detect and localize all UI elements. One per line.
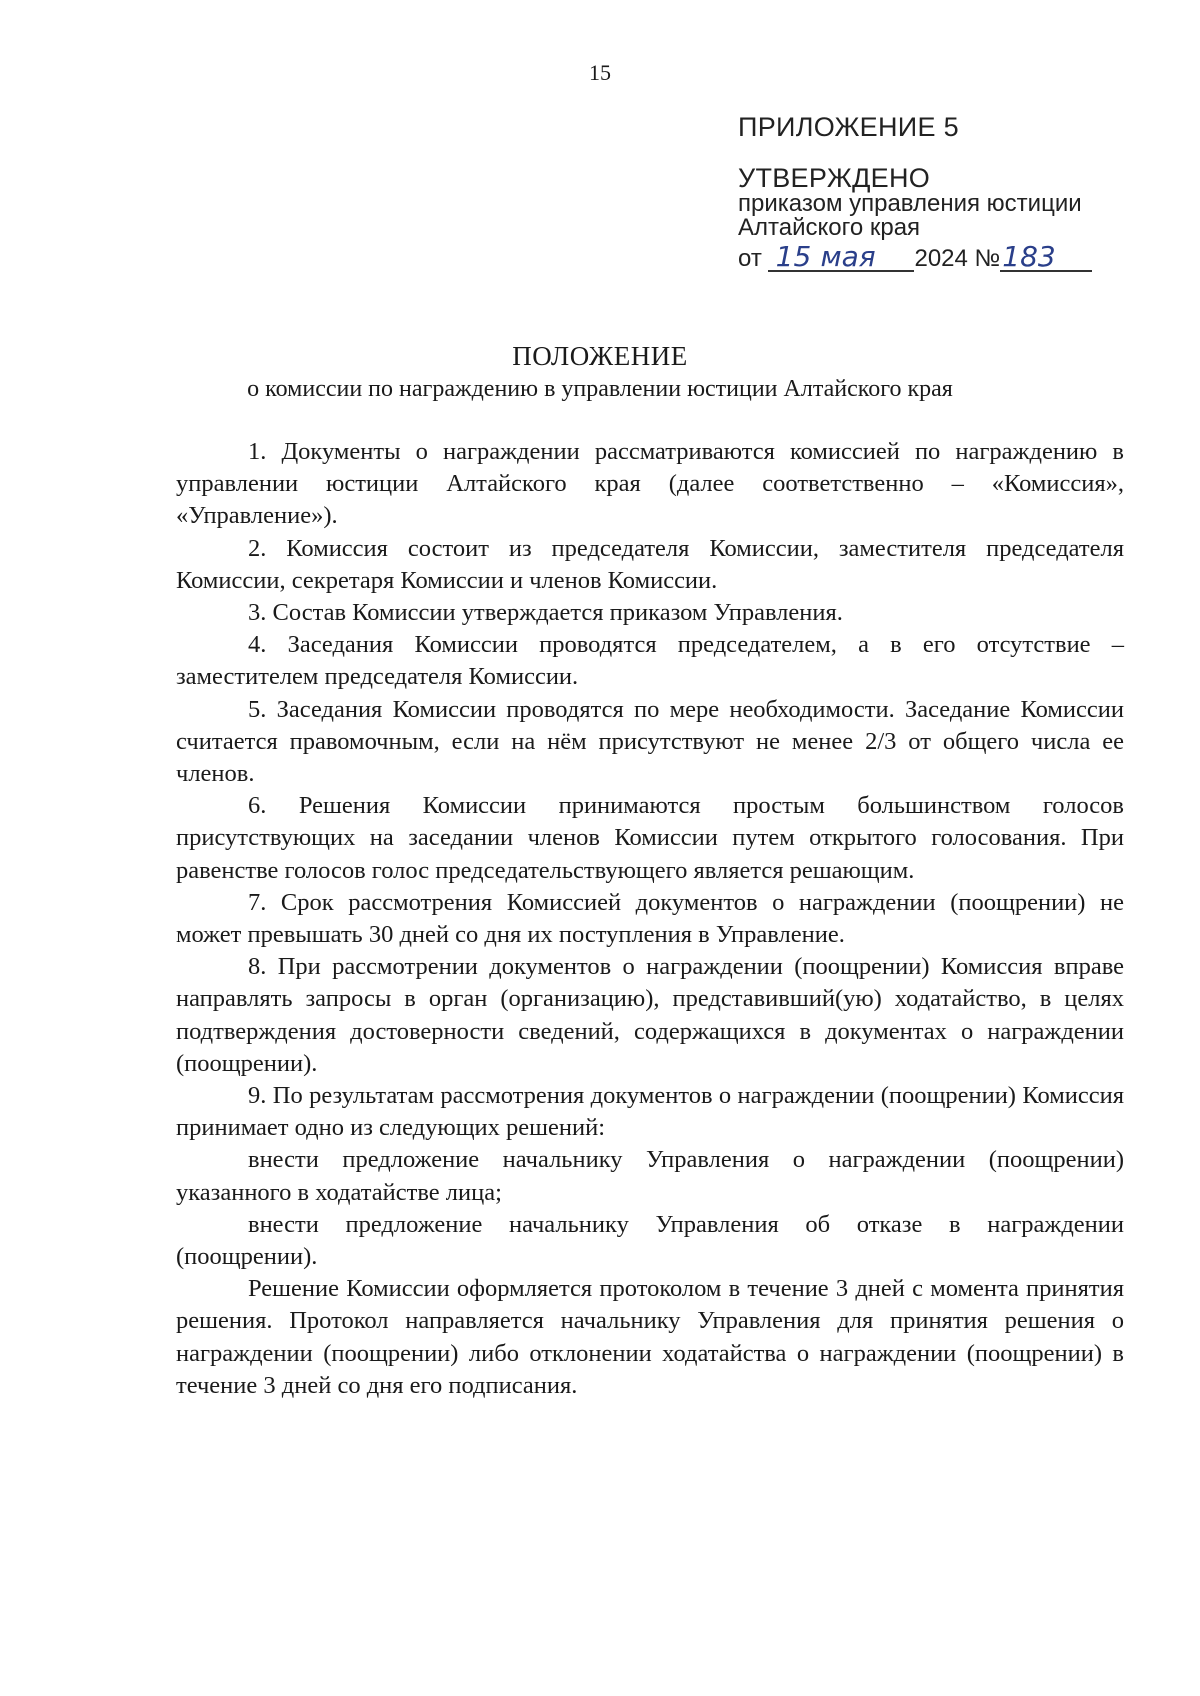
order-date-line: [738, 240, 1138, 274]
paragraph-7: 7. Срок рассмотрения Комиссией документов о награждении (поощрении) не может превышать 30 дней со дня их поступления в Управление.: [176, 888, 1124, 949]
paragraph-9-option-1: внести предложение начальнику Управления о награждении (поощрении) указанного в ходатайстве лица;: [176, 1146, 1124, 1206]
document-title: ПОЛОЖЕНИЕ: [512, 341, 688, 371]
document-subtitle: о комиссии по награждению в управлении юстиции Алтайского края: [247, 376, 953, 402]
paragraph-9: 9. По результатам рассмотрения документов о награждении (поощрении) Комиссия принимает одно из следующих решений:: [176, 1082, 1124, 1142]
appendix-label: ПРИЛОЖЕНИЕ 5: [738, 112, 959, 142]
approval-block: [738, 112, 1138, 274]
number-sign: №: [974, 245, 1001, 272]
paragraph-8: 8. При рассмотрении документов о награждении (поощрении) Комиссия вправе направлять запросы в орган (организацию), представивший(ую) ходатайство, в целях подтверждения достоверности сведений, содержащихся в документах о награждении (поощрении).: [176, 953, 1124, 1077]
order-line-2: Алтайского края: [738, 214, 921, 241]
order-year: 2024: [914, 245, 968, 272]
approved-label: УТВЕРЖДЕНО: [738, 163, 931, 193]
handwritten-order-number: 183: [1000, 244, 1092, 272]
title-block: [0, 340, 1200, 406]
paragraph-3: 3. Состав Комиссии утверждается приказом Управления.: [248, 599, 843, 627]
document-body: [176, 436, 1124, 1402]
paragraph-6: 6. Решения Комиссии принимаются простым большинством голосов присутствующих на заседании членов Комиссии путем открытого голосования. При равенстве голосов голос председательствующего является решающим.: [176, 792, 1124, 884]
paragraph-9-option-2: внести предложение начальнику Управления об отказе в награждении (поощрении).: [176, 1210, 1124, 1271]
date-prefix: от: [738, 245, 762, 272]
paragraph-1: 1. Документы о награждении рассматриваются комиссией по награждению в управлении юстиции Алтайского края (далее соответственно – «Комиссия», «Управление»).: [176, 438, 1124, 530]
paragraph-5: 5. Заседания Комиссии проводятся по мере необходимости. Заседание Комиссии считается правомочным, если на нём присутствуют не менее 2/3 от общего числа ее членов.: [176, 695, 1124, 788]
paragraph-4: 4. Заседания Комиссии проводятся председателем, а в его отсутствие – заместителем председателя Комиссии.: [176, 631, 1124, 691]
handwritten-month: мая: [818, 244, 914, 272]
handwritten-day: 15: [768, 244, 818, 272]
order-line-1: приказом управления юстиции: [738, 190, 1082, 217]
paragraph-decision: Решение Комиссии оформляется протоколом в течение 3 дней с момента принятия решения. Протокол направляется начальнику Управления для принятия решения о награждении (поощрении) либо отклонении ходатайства о награждении (поощрении) в течение 3 дней со дня его подписания.: [176, 1275, 1124, 1399]
page-number: 15: [589, 60, 611, 85]
paragraph-2: 2. Комиссия состоит из председателя Комиссии, заместителя председателя Комиссии, секретаря Комиссии и членов Комиссии.: [176, 534, 1124, 594]
